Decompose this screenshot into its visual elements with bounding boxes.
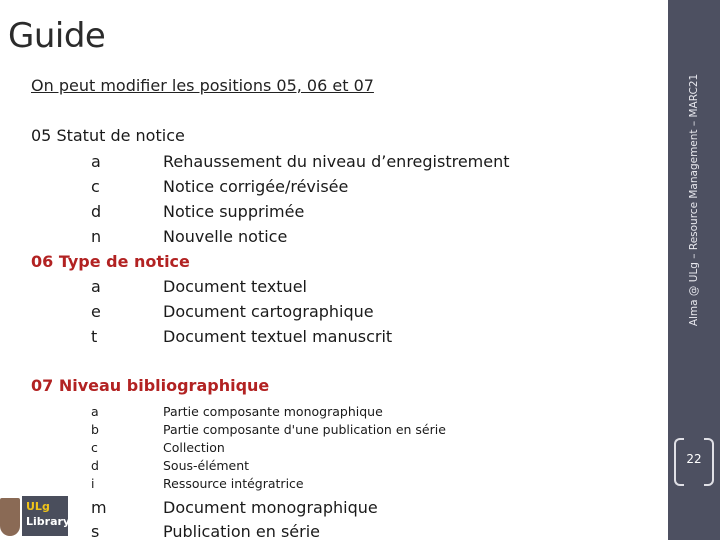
item-label: Publication en série: [163, 522, 321, 541]
item-label: Notice corrigée/révisée: [163, 177, 349, 196]
item-code: a: [91, 404, 99, 419]
section-07-heading: 07 Niveau bibliographique: [31, 376, 270, 395]
ulg-library-logo: [0, 494, 70, 540]
item-label: Rehaussement du niveau d’enregistrement: [163, 152, 510, 171]
item-code: a: [91, 277, 101, 296]
item-label: Sous-élément: [163, 458, 250, 473]
item-code: m: [91, 498, 107, 517]
section-06-heading: 06 Type de notice: [31, 252, 190, 271]
logo-text-box: [22, 496, 71, 536]
page-title: Guide: [8, 16, 106, 56]
section-05-heading: 05 Statut de notice: [31, 126, 185, 145]
item-code: i: [91, 476, 95, 491]
item-label: Ressource intégratrice: [163, 476, 304, 491]
item-label: Nouvelle notice: [163, 227, 288, 246]
item-label: Document cartographique: [163, 302, 374, 321]
sidebar-footer: [668, 0, 720, 400]
item-code: c: [91, 440, 98, 455]
logo-line-1: ULg: [26, 500, 50, 513]
item-code: e: [91, 302, 101, 321]
item-label: Partie composante d'une publication en série: [163, 422, 446, 437]
item-code: d: [91, 458, 99, 473]
item-code: a: [91, 152, 101, 171]
item-label: Notice supprimée: [163, 202, 305, 221]
item-label: Document monographique: [163, 498, 378, 517]
page-subtitle: On peut modifier les positions 05, 06 et 07: [31, 76, 374, 95]
sidebar-footer-text: Alma @ ULg – Resource Management – MARC21: [688, 73, 701, 327]
logo-line-2: Library: [26, 515, 71, 528]
item-label: Document textuel manuscrit: [163, 327, 393, 346]
item-label: Partie composante monographique: [163, 404, 383, 419]
page-number: 22: [686, 452, 702, 466]
item-code: n: [91, 227, 102, 246]
item-code: b: [91, 422, 99, 437]
item-label: Collection: [163, 440, 225, 455]
item-code: d: [91, 202, 102, 221]
item-code: t: [91, 327, 98, 346]
item-code: s: [91, 522, 100, 541]
item-label: Document textuel: [163, 277, 307, 296]
shield-icon: [0, 498, 20, 536]
item-code: c: [91, 177, 100, 196]
